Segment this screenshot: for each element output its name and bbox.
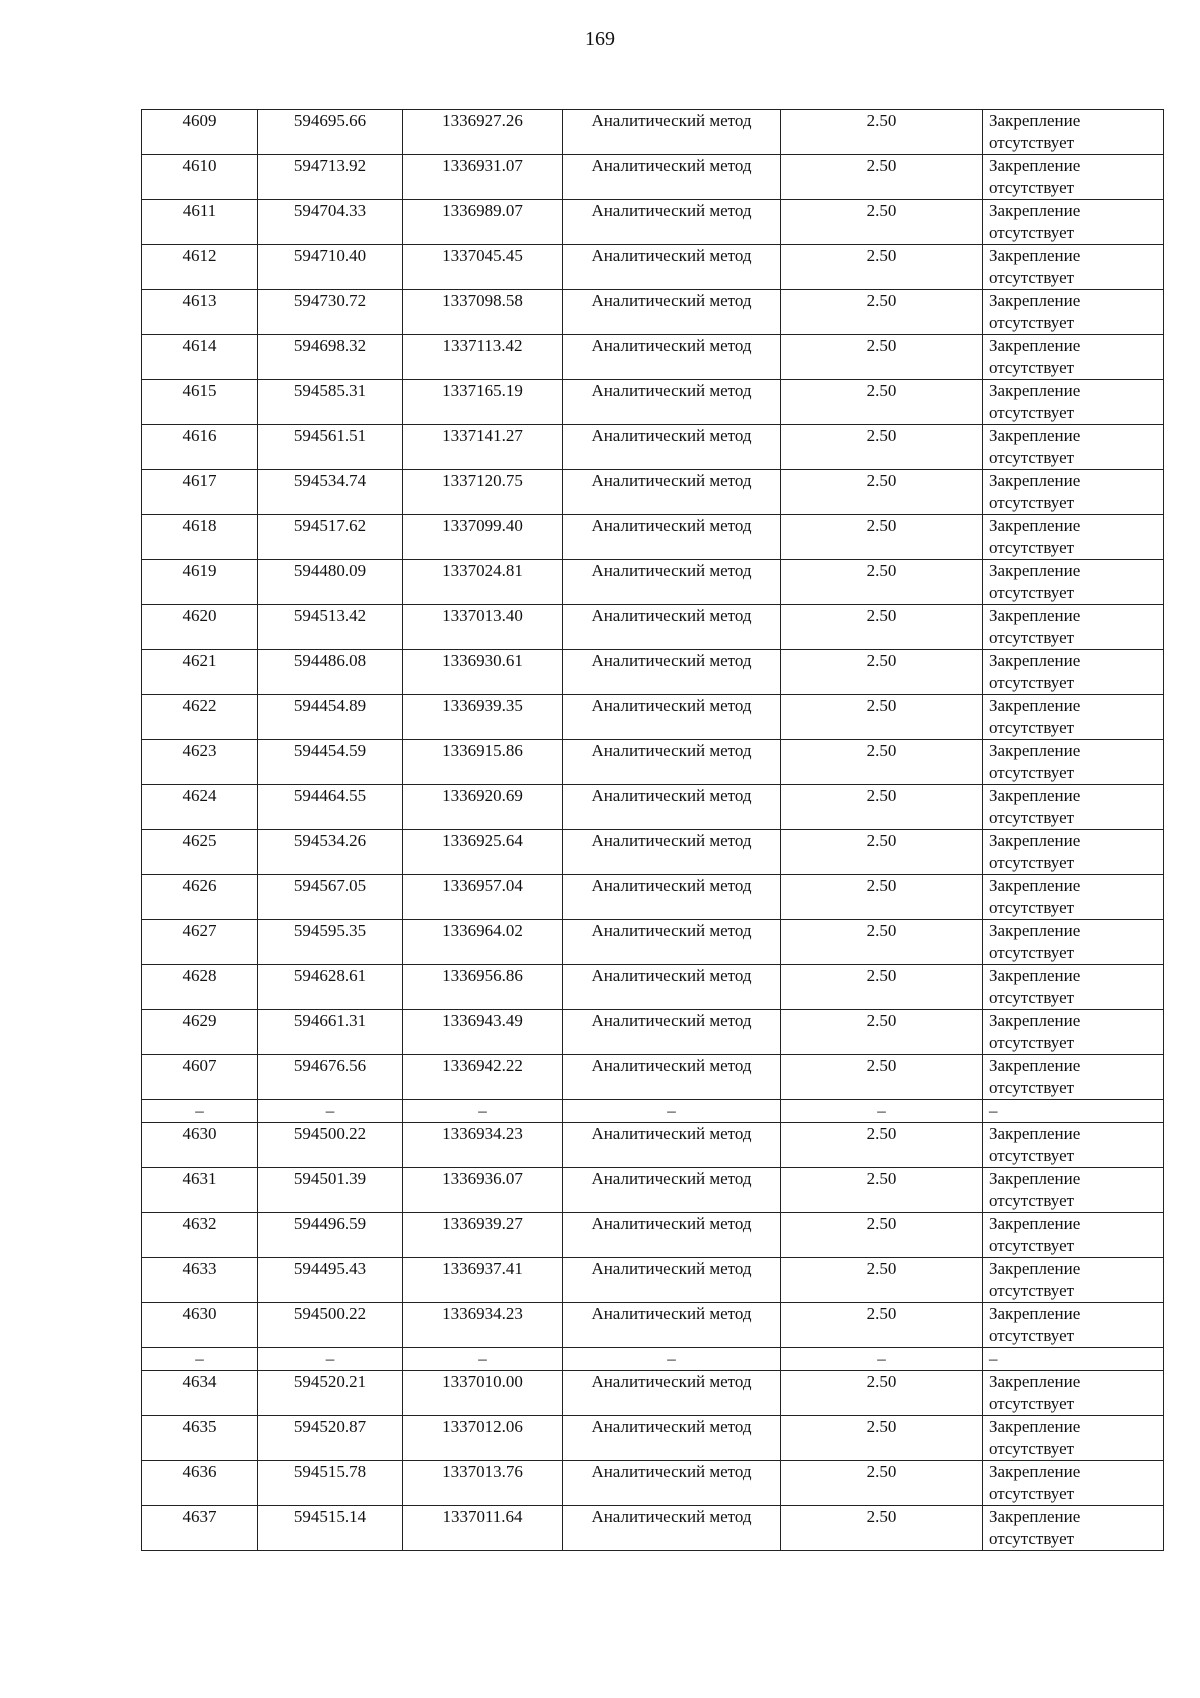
table-row [142,1258,1164,1303]
method-cell: Аналитический метод [563,1416,781,1461]
fixing-cell: Закрепление отсутствует [983,650,1164,695]
accuracy-cell: 2.50 [781,965,983,1010]
table-row [142,1461,1164,1506]
x-coordinate-cell: 594561.51 [258,425,403,470]
y-coordinate-cell: 1336937.41 [403,1258,563,1303]
method-cell: Аналитический метод [563,830,781,875]
point-number-cell: 4615 [142,380,258,425]
fixing-cell: Закрепление отсутствует [983,200,1164,245]
point-number-cell: 4611 [142,200,258,245]
x-coordinate-cell: – [258,1100,403,1123]
method-cell: Аналитический метод [563,920,781,965]
x-coordinate-cell: 594534.26 [258,830,403,875]
x-coordinate-cell: 594698.32 [258,335,403,380]
fixing-cell: Закрепление отсутствует [983,740,1164,785]
accuracy-cell: 2.50 [781,1055,983,1100]
y-coordinate-cell: 1337113.42 [403,335,563,380]
accuracy-cell: 2.50 [781,875,983,920]
y-coordinate-cell: 1336915.86 [403,740,563,785]
fixing-cell: Закрепление отсутствует [983,1461,1164,1506]
x-coordinate-cell: 594534.74 [258,470,403,515]
point-number-cell: 4624 [142,785,258,830]
y-coordinate-cell: 1336934.23 [403,1123,563,1168]
method-cell: Аналитический метод [563,1010,781,1055]
table-row [142,1213,1164,1258]
method-cell: Аналитический метод [563,335,781,380]
table-row [142,200,1164,245]
x-coordinate-cell: 594730.72 [258,290,403,335]
fixing-cell: Закрепление отсутствует [983,245,1164,290]
table-row [142,1010,1164,1055]
method-cell: Аналитический метод [563,245,781,290]
accuracy-cell: 2.50 [781,110,983,155]
accuracy-cell: 2.50 [781,605,983,650]
fixing-cell: Закрепление отсутствует [983,1416,1164,1461]
y-coordinate-cell: 1337011.64 [403,1506,563,1551]
method-cell: Аналитический метод [563,110,781,155]
method-cell: Аналитический метод [563,1303,781,1348]
fixing-cell: – [983,1348,1164,1371]
method-cell: Аналитический метод [563,740,781,785]
x-coordinate-cell: 594595.35 [258,920,403,965]
fixing-cell: Закрепление отсутствует [983,1213,1164,1258]
accuracy-cell: 2.50 [781,155,983,200]
accuracy-cell: 2.50 [781,1168,983,1213]
fixing-cell: Закрепление отсутствует [983,1010,1164,1055]
method-cell: Аналитический метод [563,155,781,200]
fixing-cell: – [983,1100,1164,1123]
point-number-cell: 4618 [142,515,258,560]
accuracy-cell: 2.50 [781,1258,983,1303]
method-cell: Аналитический метод [563,605,781,650]
point-number-cell: 4626 [142,875,258,920]
point-number-cell: 4634 [142,1371,258,1416]
table-row [142,1123,1164,1168]
table-row [142,1168,1164,1213]
x-coordinate-cell: 594517.62 [258,515,403,560]
fixing-cell: Закрепление отсутствует [983,965,1164,1010]
page-number: 169 [585,28,615,50]
table-row [142,290,1164,335]
table-row [142,875,1164,920]
x-coordinate-cell: 594500.22 [258,1123,403,1168]
x-coordinate-cell: 594676.56 [258,1055,403,1100]
method-cell: Аналитический метод [563,650,781,695]
y-coordinate-cell: 1336925.64 [403,830,563,875]
accuracy-cell: 2.50 [781,290,983,335]
table-row [142,920,1164,965]
fixing-cell: Закрепление отсутствует [983,560,1164,605]
point-number-cell: 4614 [142,335,258,380]
point-number-cell: 4630 [142,1123,258,1168]
point-number-cell: 4633 [142,1258,258,1303]
y-coordinate-cell: 1336939.27 [403,1213,563,1258]
y-coordinate-cell: 1337012.06 [403,1416,563,1461]
y-coordinate-cell: 1336964.02 [403,920,563,965]
accuracy-cell: 2.50 [781,335,983,380]
fixing-cell: Закрепление отсутствует [983,830,1164,875]
y-coordinate-cell: 1336957.04 [403,875,563,920]
accuracy-cell: 2.50 [781,1123,983,1168]
table-row [142,1506,1164,1551]
y-coordinate-cell: 1337141.27 [403,425,563,470]
y-coordinate-cell: 1337024.81 [403,560,563,605]
point-number-cell: 4622 [142,695,258,740]
x-coordinate-cell: 594585.31 [258,380,403,425]
table-row [142,335,1164,380]
table-row [142,155,1164,200]
method-cell: Аналитический метод [563,1506,781,1551]
accuracy-cell: 2.50 [781,830,983,875]
fixing-cell: Закрепление отсутствует [983,695,1164,740]
x-coordinate-cell: 594695.66 [258,110,403,155]
x-coordinate-cell: 594496.59 [258,1213,403,1258]
method-cell: Аналитический метод [563,290,781,335]
point-number-cell: – [142,1348,258,1371]
method-cell: Аналитический метод [563,875,781,920]
fixing-cell: Закрепление отсутствует [983,290,1164,335]
accuracy-cell: 2.50 [781,200,983,245]
point-number-cell: 4629 [142,1010,258,1055]
y-coordinate-cell: 1336931.07 [403,155,563,200]
coordinates-table-body [142,110,1164,1551]
point-number-cell: 4625 [142,830,258,875]
accuracy-cell: 2.50 [781,1010,983,1055]
point-number-cell: 4617 [142,470,258,515]
accuracy-cell: 2.50 [781,425,983,470]
table-row [142,515,1164,560]
table-row [142,740,1164,785]
accuracy-cell: 2.50 [781,785,983,830]
y-coordinate-cell: 1336989.07 [403,200,563,245]
point-number-cell: 4628 [142,965,258,1010]
point-number-cell: 4616 [142,425,258,470]
fixing-cell: Закрепление отсутствует [983,110,1164,155]
method-cell: Аналитический метод [563,965,781,1010]
table-row [142,560,1164,605]
x-coordinate-cell: 594520.87 [258,1416,403,1461]
fixing-cell: Закрепление отсутствует [983,785,1164,830]
table-row [142,1416,1164,1461]
accuracy-cell: 2.50 [781,515,983,560]
x-coordinate-cell: 594513.42 [258,605,403,650]
accuracy-cell: 2.50 [781,1506,983,1551]
method-cell: Аналитический метод [563,1461,781,1506]
x-coordinate-cell: 594515.14 [258,1506,403,1551]
method-cell: Аналитический метод [563,785,781,830]
method-cell: Аналитический метод [563,1258,781,1303]
x-coordinate-cell: 594501.39 [258,1168,403,1213]
y-coordinate-cell: 1337098.58 [403,290,563,335]
y-coordinate-cell: 1336927.26 [403,110,563,155]
table-row [142,605,1164,650]
fixing-cell: Закрепление отсутствует [983,875,1164,920]
table-row [142,1055,1164,1100]
accuracy-cell: 2.50 [781,650,983,695]
point-number-cell: 4613 [142,290,258,335]
fixing-cell: Закрепление отсутствует [983,335,1164,380]
point-number-cell: 4620 [142,605,258,650]
fixing-cell: Закрепление отсутствует [983,1303,1164,1348]
x-coordinate-cell: 594454.59 [258,740,403,785]
method-cell: – [563,1348,781,1371]
method-cell: Аналитический метод [563,470,781,515]
fixing-cell: Закрепление отсутствует [983,380,1164,425]
point-number-cell: 4621 [142,650,258,695]
y-coordinate-cell: 1337013.40 [403,605,563,650]
method-cell: Аналитический метод [563,200,781,245]
x-coordinate-cell: 594486.08 [258,650,403,695]
point-number-cell: – [142,1100,258,1123]
fixing-cell: Закрепление отсутствует [983,155,1164,200]
method-cell: Аналитический метод [563,1123,781,1168]
x-coordinate-cell: 594567.05 [258,875,403,920]
fixing-cell: Закрепление отсутствует [983,1258,1164,1303]
y-coordinate-cell: 1336934.23 [403,1303,563,1348]
accuracy-cell: 2.50 [781,920,983,965]
accuracy-cell: 2.50 [781,560,983,605]
method-cell: Аналитический метод [563,380,781,425]
accuracy-cell: 2.50 [781,1303,983,1348]
fixing-cell: Закрепление отсутствует [983,1123,1164,1168]
method-cell: Аналитический метод [563,1055,781,1100]
x-coordinate-cell: 594454.89 [258,695,403,740]
accuracy-cell: 2.50 [781,245,983,290]
x-coordinate-cell: 594710.40 [258,245,403,290]
y-coordinate-cell: 1337045.45 [403,245,563,290]
table-row [142,1371,1164,1416]
table-row [142,425,1164,470]
x-coordinate-cell: – [258,1348,403,1371]
method-cell: Аналитический метод [563,695,781,740]
y-coordinate-cell: 1336939.35 [403,695,563,740]
point-number-cell: 4630 [142,1303,258,1348]
y-coordinate-cell: 1337010.00 [403,1371,563,1416]
point-number-cell: 4607 [142,1055,258,1100]
y-coordinate-cell: 1336920.69 [403,785,563,830]
y-coordinate-cell: 1336942.22 [403,1055,563,1100]
fixing-cell: Закрепление отсутствует [983,425,1164,470]
x-coordinate-cell: 594500.22 [258,1303,403,1348]
accuracy-cell: 2.50 [781,695,983,740]
table-row [142,245,1164,290]
separator-row [142,1348,1164,1371]
separator-row [142,1100,1164,1123]
x-coordinate-cell: 594480.09 [258,560,403,605]
x-coordinate-cell: 594704.33 [258,200,403,245]
x-coordinate-cell: 594515.78 [258,1461,403,1506]
table-row [142,965,1164,1010]
method-cell: Аналитический метод [563,1168,781,1213]
accuracy-cell: – [781,1348,983,1371]
point-number-cell: 4635 [142,1416,258,1461]
x-coordinate-cell: 594713.92 [258,155,403,200]
y-coordinate-cell: 1336943.49 [403,1010,563,1055]
accuracy-cell: 2.50 [781,1213,983,1258]
accuracy-cell: 2.50 [781,1416,983,1461]
point-number-cell: 4637 [142,1506,258,1551]
table-row [142,1303,1164,1348]
fixing-cell: Закрепление отсутствует [983,920,1164,965]
method-cell: – [563,1100,781,1123]
table-row [142,380,1164,425]
fixing-cell: Закрепление отсутствует [983,1055,1164,1100]
accuracy-cell: 2.50 [781,740,983,785]
y-coordinate-cell: 1337013.76 [403,1461,563,1506]
accuracy-cell: 2.50 [781,380,983,425]
fixing-cell: Закрепление отсутствует [983,605,1164,650]
point-number-cell: 4610 [142,155,258,200]
x-coordinate-cell: 594628.61 [258,965,403,1010]
fixing-cell: Закрепление отсутствует [983,1506,1164,1551]
accuracy-cell: 2.50 [781,470,983,515]
y-coordinate-cell: 1337099.40 [403,515,563,560]
coordinates-table [141,109,1164,1551]
table-row [142,785,1164,830]
y-coordinate-cell: 1336956.86 [403,965,563,1010]
point-number-cell: 4631 [142,1168,258,1213]
accuracy-cell: 2.50 [781,1371,983,1416]
y-coordinate-cell: – [403,1100,563,1123]
x-coordinate-cell: 594661.31 [258,1010,403,1055]
fixing-cell: Закрепление отсутствует [983,1371,1164,1416]
accuracy-cell: 2.50 [781,1461,983,1506]
point-number-cell: 4636 [142,1461,258,1506]
method-cell: Аналитический метод [563,1213,781,1258]
method-cell: Аналитический метод [563,1371,781,1416]
fixing-cell: Закрепление отсутствует [983,515,1164,560]
method-cell: Аналитический метод [563,560,781,605]
point-number-cell: 4632 [142,1213,258,1258]
y-coordinate-cell: – [403,1348,563,1371]
x-coordinate-cell: 594464.55 [258,785,403,830]
y-coordinate-cell: 1336936.07 [403,1168,563,1213]
table-row [142,470,1164,515]
x-coordinate-cell: 594520.21 [258,1371,403,1416]
y-coordinate-cell: 1337165.19 [403,380,563,425]
x-coordinate-cell: 594495.43 [258,1258,403,1303]
method-cell: Аналитический метод [563,515,781,560]
point-number-cell: 4627 [142,920,258,965]
point-number-cell: 4612 [142,245,258,290]
point-number-cell: 4609 [142,110,258,155]
accuracy-cell: – [781,1100,983,1123]
fixing-cell: Закрепление отсутствует [983,1168,1164,1213]
method-cell: Аналитический метод [563,425,781,470]
y-coordinate-cell: 1336930.61 [403,650,563,695]
table-row [142,695,1164,740]
point-number-cell: 4619 [142,560,258,605]
fixing-cell: Закрепление отсутствует [983,470,1164,515]
table-row [142,650,1164,695]
point-number-cell: 4623 [142,740,258,785]
table-row [142,110,1164,155]
table-row [142,830,1164,875]
y-coordinate-cell: 1337120.75 [403,470,563,515]
